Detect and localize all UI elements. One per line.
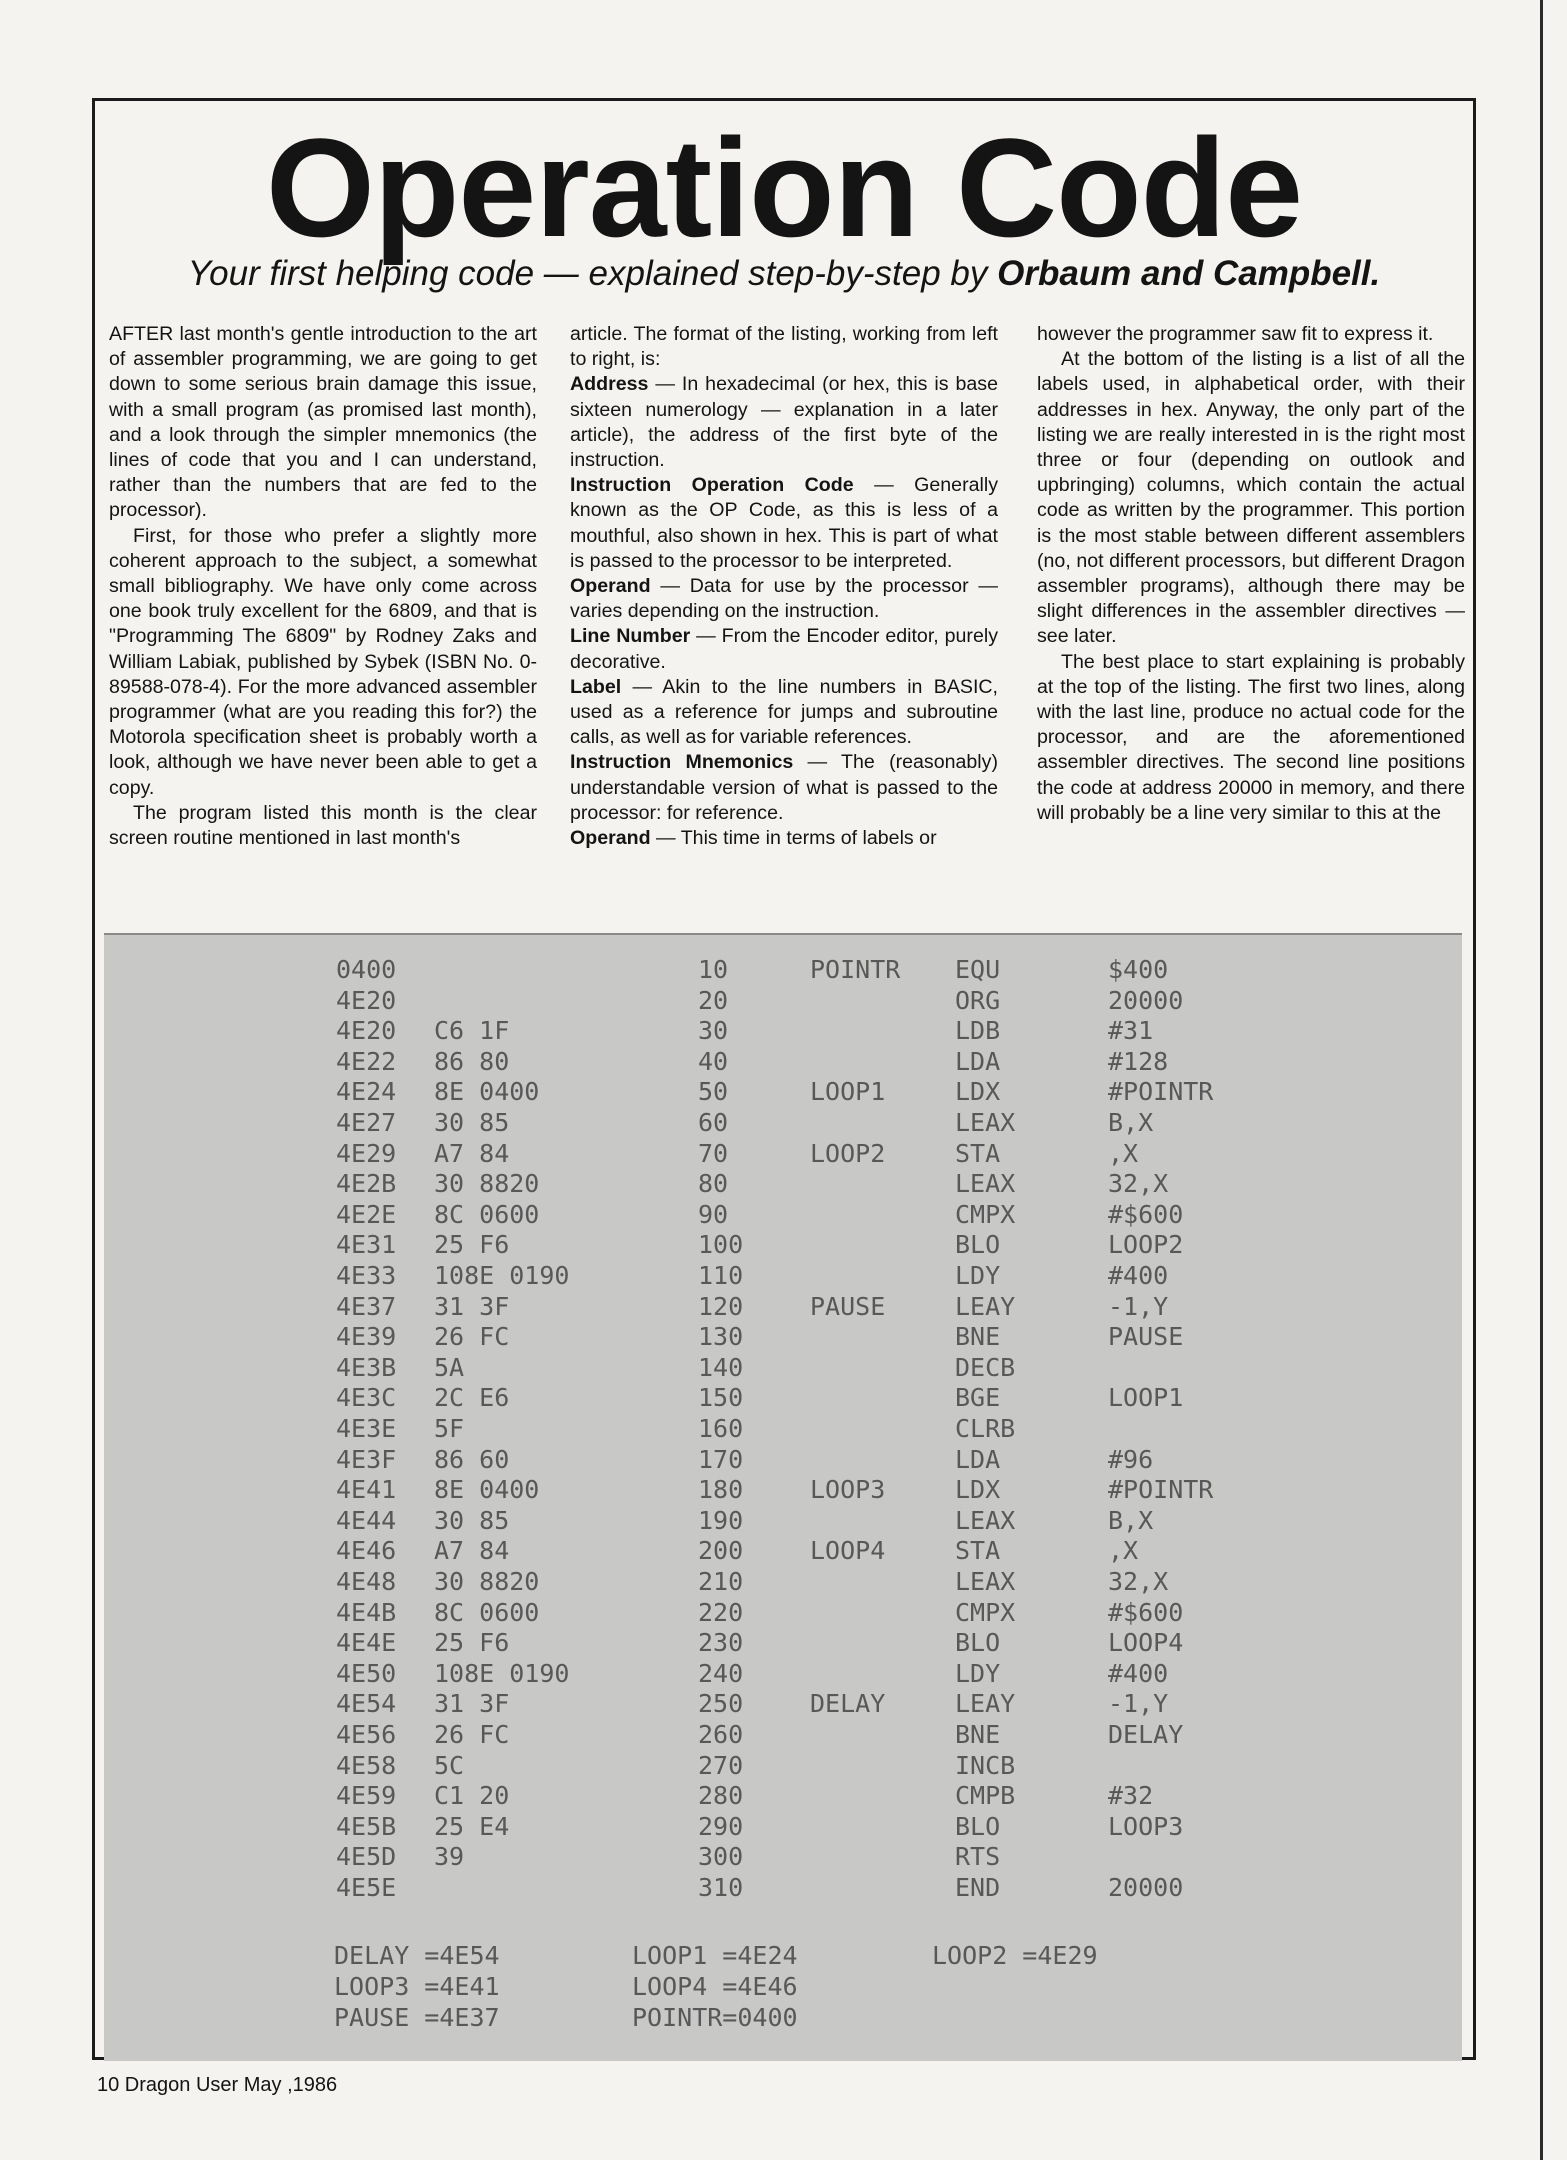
- listing-mnemonic: LDX: [955, 1475, 1001, 1505]
- listing-operand: #POINTR: [1108, 1077, 1214, 1107]
- definition-term: Label: [570, 675, 622, 698]
- listing-opcode: 8E 0400: [434, 1475, 540, 1505]
- listing-row: [104, 1169, 1462, 1200]
- listing-opcode: 30 8820: [434, 1567, 540, 1596]
- listing-mnemonic: EQU: [955, 955, 1001, 984]
- listing-operand: DELAY: [1108, 1720, 1184, 1749]
- listing-opcode: 26 FC: [434, 1322, 510, 1352]
- listing-line-number: 280: [698, 1781, 744, 1811]
- listing-line-number: 50: [698, 1077, 729, 1107]
- definition-term: Instruction Operation Code: [570, 474, 854, 497]
- listing-address: 4E31: [336, 1230, 397, 1260]
- listing-opcode: 108E 0190: [434, 1261, 570, 1290]
- definition-text: — In hexadecimal (or hex, this is base sixteen numerology — explanation in a later article), the address of the first byte of the instruction.: [570, 373, 998, 472]
- listing-line-number: 140: [698, 1352, 744, 1382]
- listing-row: [104, 955, 1462, 986]
- listing-mnemonic: LEAY: [955, 1689, 1016, 1719]
- listing-line-number: 240: [698, 1658, 744, 1688]
- listing-line-number: 110: [698, 1261, 744, 1290]
- listing-opcode: A7 84: [434, 1138, 510, 1168]
- listing-opcode: 30 85: [434, 1505, 510, 1535]
- listing-opcode: 8C 0600: [434, 1597, 540, 1627]
- listing-operand: #128: [1108, 1046, 1169, 1076]
- listing-address: 4E59: [336, 1781, 397, 1811]
- listing-mnemonic: DECB: [955, 1352, 1016, 1382]
- listing-address: 4E3C: [336, 1383, 397, 1413]
- listing-address: 4E24: [336, 1077, 397, 1107]
- subtitle-authors: Orbaum and Campbell.: [997, 254, 1381, 293]
- listing-mnemonic: RTS: [955, 1842, 1001, 1872]
- listing-operand: 20000: [1108, 985, 1184, 1015]
- listing-line-number: 260: [698, 1720, 744, 1749]
- listing-opcode: A7 84: [434, 1536, 510, 1566]
- listing-address: 4E4E: [336, 1628, 397, 1658]
- definition-item: [570, 473, 998, 574]
- column-1: [109, 322, 537, 851]
- listing-address: 4E58: [336, 1750, 397, 1780]
- listing-mnemonic: LEAY: [955, 1291, 1016, 1321]
- symbol-entry: LOOP3 =4E41: [334, 1972, 500, 2001]
- listing-operand: B,X: [1108, 1108, 1154, 1137]
- listing-row: [104, 1292, 1462, 1323]
- definition-term: Line Number: [570, 625, 691, 648]
- listing-row: [104, 1873, 1462, 1904]
- definition-item: [570, 826, 998, 851]
- paragraph: however the programmer saw fit to express it.: [1037, 323, 1434, 345]
- listing-line-number: 170: [698, 1444, 744, 1474]
- listing-row: [104, 1628, 1462, 1659]
- symbol-entry: PAUSE =4E37: [334, 2003, 500, 2032]
- listing-mnemonic: LDY: [955, 1261, 1001, 1290]
- definition-term: Instruction Mnemonics: [570, 751, 794, 774]
- definition-text: — The (reasonably) understandable version of what is passed to the processor: for reference.: [570, 751, 998, 824]
- definition-item: [570, 675, 998, 751]
- listing-opcode: 2C E6: [434, 1383, 510, 1413]
- listing-mnemonic: STA: [955, 1138, 1001, 1168]
- listing-mnemonic: BLO: [955, 1811, 1001, 1841]
- listing-operand: LOOP2: [1108, 1230, 1184, 1260]
- listing-operand: #400: [1108, 1658, 1169, 1688]
- listing-opcode: 5A: [434, 1352, 465, 1382]
- listing-operand: #400: [1108, 1261, 1169, 1290]
- definition-item: [570, 624, 998, 674]
- definition-item: [570, 574, 998, 624]
- listing-mnemonic: LDX: [955, 1077, 1001, 1107]
- listing-operand: #32: [1108, 1781, 1154, 1811]
- listing-operand: ,X: [1108, 1138, 1139, 1168]
- listing-opcode: 86 60: [434, 1444, 510, 1474]
- listing-operand: LOOP3: [1108, 1811, 1184, 1841]
- definition-text: — Akin to the line numbers in BASIC, used as a reference for jumps and subroutine calls, as well as for variable references.: [570, 675, 998, 749]
- listing-opcode: 30 85: [434, 1108, 510, 1137]
- definition-term: Address: [570, 373, 649, 396]
- listing-label: PAUSE: [810, 1291, 886, 1321]
- listing-label: LOOP1: [810, 1077, 886, 1107]
- listing-row: [104, 1751, 1462, 1782]
- listing-row: [104, 1536, 1462, 1567]
- listing-row: [104, 1230, 1462, 1261]
- listing-mnemonic: ORG: [955, 985, 1001, 1015]
- listing-line-number: 300: [698, 1842, 744, 1872]
- listing-address: 4E5D: [336, 1842, 397, 1872]
- paragraph: First, for those who prefer a slightly more coherent approach to the subject, a somewhat small bibliography. We have only come across one book truly excellent for the 6809, and that is "Programming The 6809" by Rodney Zaks and William Labiak, published by Sybek (ISBN No. 0-89588-078-4). For the more advanced assembler programmer (what are you reading this for?) the Motorola specification sheet is probably worth a look, although we have never been able to get a copy.: [109, 524, 537, 799]
- listing-address: 4E50: [336, 1658, 397, 1688]
- definition-item: [570, 372, 998, 473]
- listing-operand: ,X: [1108, 1536, 1139, 1566]
- listing-row: [104, 1781, 1462, 1812]
- listing-mnemonic: END: [955, 1873, 1001, 1902]
- listing-opcode: 30 8820: [434, 1169, 540, 1199]
- listing-address: 4E3E: [336, 1414, 397, 1443]
- listing-line-number: 90: [698, 1199, 729, 1229]
- listing-address: 4E37: [336, 1291, 397, 1321]
- listing-line-number: 250: [698, 1689, 744, 1719]
- paragraph: The program listed this month is the clear screen routine mentioned in last month's: [109, 801, 537, 850]
- listing-mnemonic: BGE: [955, 1383, 1001, 1413]
- symbol-entry: LOOP1 =4E24: [632, 1941, 798, 1970]
- listing-opcode: 108E 0190: [434, 1658, 570, 1688]
- listing-row: [104, 1353, 1462, 1384]
- listing-address: 4E20: [336, 985, 397, 1015]
- listing-operand: 20000: [1108, 1873, 1184, 1902]
- listing-address: 0400: [336, 955, 397, 984]
- article-title: Operation Code: [265, 109, 1303, 266]
- listing-line-number: 270: [698, 1750, 744, 1780]
- listing-row: [104, 1414, 1462, 1445]
- listing-row: [104, 1139, 1462, 1170]
- listing-address: 4E2B: [336, 1169, 397, 1199]
- listing-line-number: 200: [698, 1536, 744, 1566]
- listing-mnemonic: LEAX: [955, 1169, 1016, 1199]
- listing-address: 4E3B: [336, 1352, 397, 1382]
- listing-line-number: 290: [698, 1811, 744, 1841]
- listing-address: 4E39: [336, 1322, 397, 1352]
- paragraph: At the bottom of the listing is a list of all the labels used, in alphabetical order, with their addresses in hex. Anyway, the only part of the listing we are really interested in is the right most three or four (depending on outlook and upbringing) columns, which contain the actual code as written by the programmer. This portion is the most stable between different assemblers (no, not different processors, but different Dragon assembler programs), although there may be slight differences in the assembler directives — see later.: [1037, 348, 1465, 648]
- listing-address: 4E4B: [336, 1597, 397, 1627]
- listing-row: [104, 1047, 1462, 1078]
- listing-address: 4E48: [336, 1567, 397, 1596]
- listing-row: [104, 1475, 1462, 1506]
- paragraph: AFTER last month's gentle introduction to the art of assembler programming, we are going to get down to some serious brain damage this issue, with a small program (as promised last month), and a look through the simpler mnemonics (the lines of code that you and I can understand, rather than the numbers that are fed to the processor).: [109, 323, 537, 522]
- paragraph: The best place to start explaining is probably at the top of the listing. The first two lines, along with the last line, produce no actual code for the processor, and are the aforementioned assembler directives. The second line positions the code at address 20000 in memory, and there will probably be a line very similar to this at the: [1037, 650, 1465, 824]
- listing-row: [104, 1689, 1462, 1720]
- listing-mnemonic: LEAX: [955, 1108, 1016, 1137]
- listing-line-number: 20: [698, 985, 729, 1015]
- definition-text: — From the Encoder editor, purely decorative.: [570, 625, 998, 673]
- listing-row: [104, 986, 1462, 1017]
- column-2: [570, 322, 998, 851]
- listing-mnemonic: INCB: [955, 1750, 1016, 1780]
- listing-mnemonic: BLO: [955, 1230, 1001, 1260]
- listing-line-number: 30: [698, 1016, 729, 1046]
- listing-operand: -1,Y: [1108, 1291, 1169, 1321]
- listing-operand: LOOP1: [1108, 1383, 1184, 1413]
- listing-mnemonic: LDA: [955, 1444, 1001, 1474]
- listing-opcode: 8C 0600: [434, 1199, 540, 1229]
- listing-line-number: 230: [698, 1628, 744, 1658]
- listing-line-number: 160: [698, 1414, 744, 1443]
- listing-line-number: 120: [698, 1291, 744, 1321]
- listing-address: 4E20: [336, 1016, 397, 1046]
- listing-mnemonic: BNE: [955, 1720, 1001, 1749]
- definition-text: — Generally known as the OP Code, as this is less of a mouthful, also shown in hex. This is part of what is passed to the processor to be interpreted.: [570, 474, 999, 572]
- listing-address: 4E54: [336, 1689, 397, 1719]
- listing-row: [104, 1200, 1462, 1231]
- listing-operand: #$600: [1108, 1597, 1184, 1627]
- symbol-entry: LOOP4 =4E46: [632, 1972, 798, 2001]
- symbol-entry: DELAY =4E54: [334, 1941, 500, 1970]
- listing-mnemonic: LDA: [955, 1046, 1001, 1076]
- listing-line-number: 190: [698, 1505, 744, 1535]
- listing-operand: PAUSE: [1108, 1322, 1184, 1352]
- listing-opcode: 86 80: [434, 1046, 510, 1076]
- listing-opcode: 25 E4: [434, 1811, 510, 1841]
- listing-address: 4E46: [336, 1536, 397, 1566]
- listing-opcode: 25 F6: [434, 1628, 510, 1658]
- listing-mnemonic: LEAX: [955, 1505, 1016, 1535]
- listing-line-number: 130: [698, 1322, 744, 1352]
- listing-mnemonic: BLO: [955, 1628, 1001, 1658]
- listing-operand: $400: [1108, 955, 1169, 984]
- listing-operand: #$600: [1108, 1199, 1184, 1229]
- listing-label: LOOP2: [810, 1138, 886, 1168]
- listing-address: 4E5E: [336, 1873, 397, 1902]
- listing-row: [104, 1659, 1462, 1690]
- definition-text: — Data for use by the processor — varies depending on the instruction.: [570, 575, 998, 623]
- listing-opcode: 5F: [434, 1414, 465, 1443]
- symbol-entry: LOOP2 =4E29: [932, 1941, 1098, 1970]
- listing-opcode: 25 F6: [434, 1230, 510, 1260]
- listing-line-number: 150: [698, 1383, 744, 1413]
- listing-opcode: 26 FC: [434, 1720, 510, 1749]
- listing-row: [104, 1077, 1462, 1108]
- listing-mnemonic: LDY: [955, 1658, 1001, 1688]
- listing-operand: 32,X: [1108, 1567, 1169, 1596]
- listing-row: [104, 1842, 1462, 1873]
- listing-address: 4E22: [336, 1046, 397, 1076]
- listing-address: 4E33: [336, 1261, 397, 1290]
- listing-row: [104, 1108, 1462, 1139]
- listing-label: LOOP4: [810, 1536, 886, 1566]
- listing-address: 4E29: [336, 1138, 397, 1168]
- listing-mnemonic: LDB: [955, 1016, 1001, 1046]
- listing-mnemonic: STA: [955, 1536, 1001, 1566]
- listing-address: 4E5B: [336, 1811, 397, 1841]
- page-spine: [1540, 0, 1543, 2160]
- listing-address: 4E56: [336, 1720, 397, 1749]
- listing-address: 4E27: [336, 1108, 397, 1137]
- listing-row: [104, 1383, 1462, 1414]
- listing-line-number: 10: [698, 955, 729, 984]
- column-3: [1037, 322, 1465, 826]
- listing-address: 4E44: [336, 1505, 397, 1535]
- listing-label: POINTR: [810, 955, 901, 984]
- listing-line-number: 180: [698, 1475, 744, 1505]
- listing-opcode: C1 20: [434, 1781, 510, 1811]
- listing-operand: #31: [1108, 1016, 1154, 1046]
- listing-operand: B,X: [1108, 1505, 1154, 1535]
- page-footer: 10 Dragon User May ,1986: [97, 2074, 338, 2096]
- listing-operand: -1,Y: [1108, 1689, 1169, 1719]
- definition-term: Operand: [570, 575, 651, 598]
- subtitle-lead: Your first helping code — explained step-by-step by: [187, 254, 988, 293]
- listing-address: 4E3F: [336, 1444, 397, 1474]
- listing-opcode: C6 1F: [434, 1016, 510, 1046]
- listing-label: LOOP3: [810, 1475, 886, 1505]
- listing-opcode: 39: [434, 1842, 465, 1872]
- listing-row: [104, 1720, 1462, 1751]
- listing-row: [104, 1812, 1462, 1843]
- symbol-entry: POINTR=0400: [632, 2003, 798, 2032]
- paragraph: article. The format of the listing, working from left to right, is:: [570, 323, 998, 371]
- listing-opcode: 31 3F: [434, 1291, 510, 1321]
- listing-row: [104, 1598, 1462, 1629]
- listing-line-number: 210: [698, 1567, 744, 1596]
- listing-operand: 32,X: [1108, 1169, 1169, 1199]
- listing-mnemonic: CMPX: [955, 1597, 1016, 1627]
- listing-mnemonic: CMPX: [955, 1199, 1016, 1229]
- listing-label: DELAY: [810, 1689, 886, 1719]
- article-subtitle: [92, 250, 1476, 298]
- listing-address: 4E41: [336, 1475, 397, 1505]
- listing-row: [104, 1261, 1462, 1292]
- definition-text: — This time in terms of labels or: [650, 827, 937, 850]
- definition-item: [570, 750, 998, 826]
- listing-row: [104, 1445, 1462, 1476]
- listing-mnemonic: CMPB: [955, 1781, 1016, 1811]
- listing-opcode: 31 3F: [434, 1689, 510, 1719]
- listing-mnemonic: BNE: [955, 1322, 1001, 1352]
- listing-line-number: 100: [698, 1230, 744, 1260]
- listing-line-number: 80: [698, 1169, 729, 1199]
- listing-row: [104, 1016, 1462, 1047]
- listing-row: [104, 1506, 1462, 1537]
- listing-opcode: 8E 0400: [434, 1077, 540, 1107]
- listing-operand: LOOP4: [1108, 1628, 1184, 1658]
- listing-line-number: 70: [698, 1138, 729, 1168]
- listing-row: [104, 1322, 1462, 1353]
- listing-operand: #POINTR: [1108, 1475, 1214, 1505]
- listing-mnemonic: CLRB: [955, 1414, 1016, 1443]
- listing-address: 4E2E: [336, 1199, 397, 1229]
- listing-line-number: 40: [698, 1046, 729, 1076]
- listing-line-number: 310: [698, 1873, 744, 1902]
- assembler-listing: [104, 933, 1462, 2061]
- listing-row: [104, 1567, 1462, 1598]
- listing-line-number: 60: [698, 1108, 729, 1137]
- listing-opcode: 5C: [434, 1750, 465, 1780]
- listing-mnemonic: LEAX: [955, 1567, 1016, 1596]
- listing-line-number: 220: [698, 1597, 744, 1627]
- listing-operand: #96: [1108, 1444, 1154, 1474]
- definition-term: Operand: [570, 827, 651, 850]
